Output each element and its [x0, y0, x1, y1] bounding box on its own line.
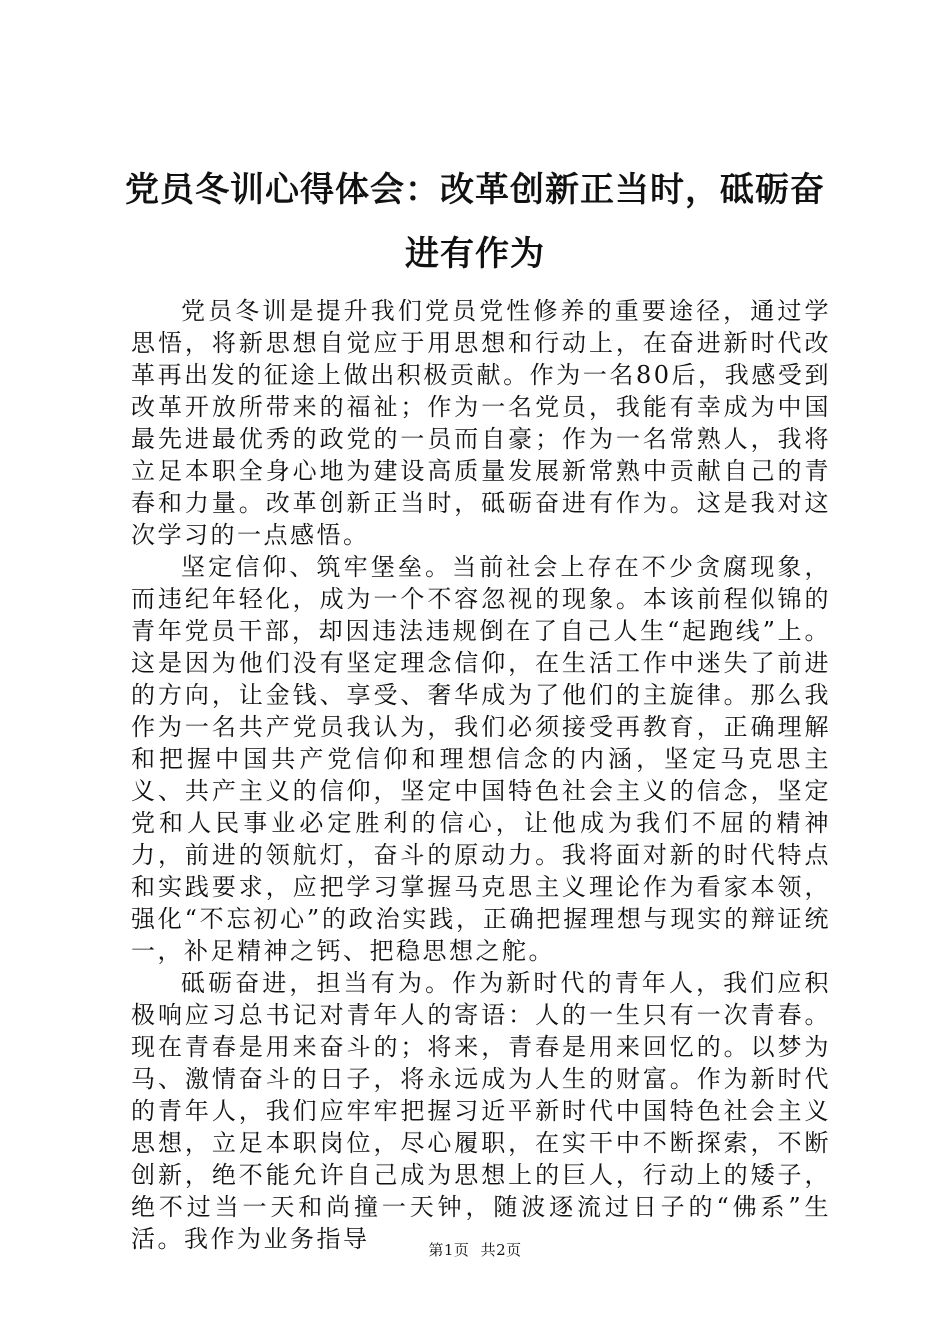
document-title: 党员冬训心得体会：改革创新正当时，砥砺奋进有作为 [125, 170, 825, 274]
paragraph-striving: 砥砺奋进，担当有为。作为新时代的青年人，我们应积极响应习总书记对青年人的寄语：人的一生只有一次青春。现在青春是用来奋斗的；将来，青春是用来回忆的。以梦为马、激情奋斗的日子，将永远成为人生的财富。作为新时代的青年人，我们应牢牢把握习近平新时代中国特色社会主义思想，立足本职岗位，尽心履职，在实干中不断探索，不断创新，绝不能允许自己成为思想上的巨人，行动上的矮子，绝不过当一天和尚撞一天钟，随波逐流过日子的“佛系”生活。我作为业务指导 [131, 969, 831, 1253]
page-number: 第1页 [428, 1241, 470, 1259]
document-body [131, 295, 831, 1255]
paragraph-intro: 党员冬训是提升我们党员党性修养的重要途径，通过学思悟，将新思想自觉应于用思想和行动上，在奋进新时代改革再出发的征途上做出积极贡献。作为一名80后，我感受到改革开放所带来的福祉；作为一名党员，我能有幸成为中国最先进最优秀的政党的一员而自豪；作为一名常熟人，我将立足本职全身心地为建设高质量发展新常熟中贡献自己的青春和力量。改革创新正当时，砥砺奋进有作为。这是我对这次学习的一点感悟。 [131, 297, 831, 549]
paragraph-faith: 坚定信仰、筑牢堡垒。当前社会上存在不少贪腐现象，而违纪年轻化，成为一个不容忽视的现象。本该前程似锦的青年党员干部，却因违法违规倒在了自己人生“起跑线”上。这是因为他们没有坚定理念信仰，在生活工作中迷失了前进的方向，让金钱、享受、奢华成为了他们的主旋律。那么我作为一名共产党员我认为，我们必须接受再教育，正确理解和把握中国共产党信仰和理想信念的内涵，坚定马克思主义、共产主义的信仰，坚定中国特色社会主义的信念，坚定党和人民事业必定胜利的信心，让他成为我们不屈的精神力，前进的领航灯，奋斗的原动力。我将面对新的时代特点和实践要求，应把学习掌握马克思主义理论作为看家本领，强化“不忘初心”的政治实践，正确把握理想与现实的辩证统一，补足精神之钙、把稳思想之舵。 [131, 553, 831, 965]
page-total: 共2页 [480, 1241, 522, 1259]
page-footer [0, 1240, 950, 1260]
